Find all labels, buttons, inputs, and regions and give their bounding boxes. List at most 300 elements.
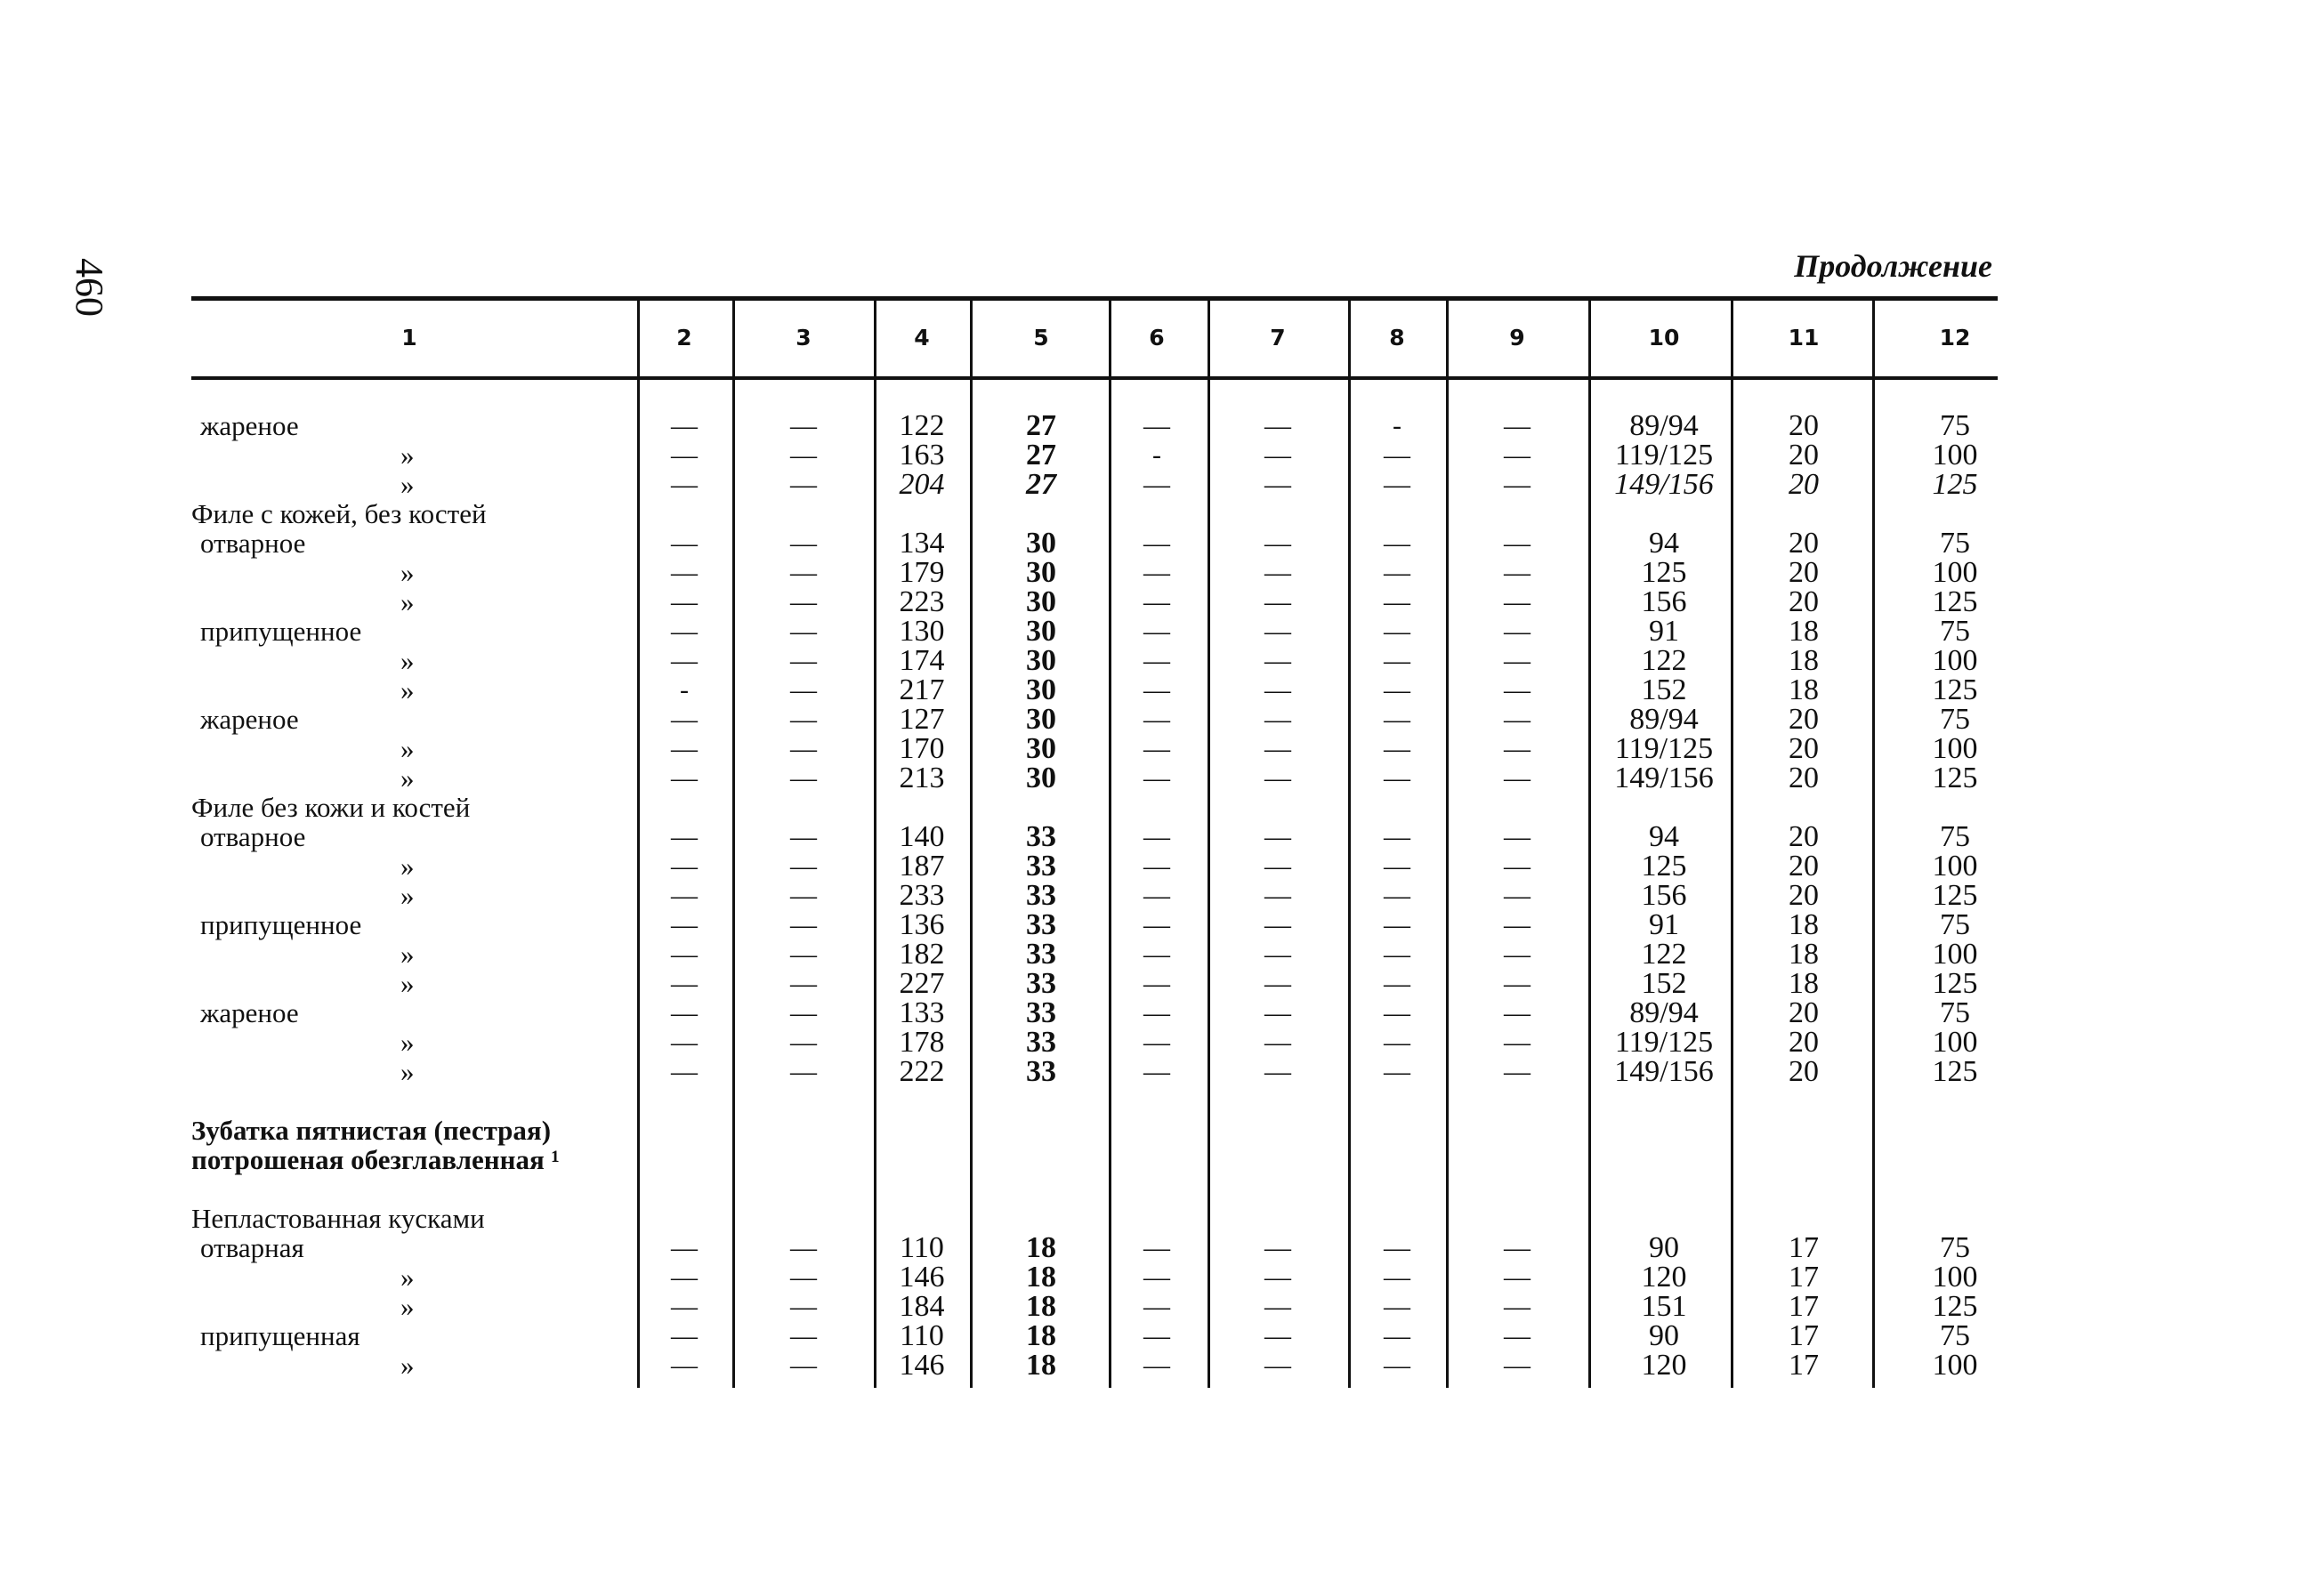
table-row bbox=[0, 822, 2310, 851]
table-cell-col-6: — bbox=[1143, 998, 1170, 1028]
row-label: Зубатка пятнистая (пестрая) bbox=[191, 1115, 552, 1146]
table-cell-col-8: — bbox=[1384, 617, 1410, 646]
table-cell-col-12: 100 bbox=[1932, 938, 1978, 971]
table-row bbox=[0, 1233, 2310, 1262]
table-cell-col-9: — bbox=[1504, 734, 1531, 763]
table-cell-col-4: 133 bbox=[899, 996, 945, 1029]
table-cell-col-3: — bbox=[790, 1350, 817, 1380]
table-row bbox=[0, 558, 2310, 587]
table-cell-col-3: — bbox=[790, 998, 817, 1028]
table-row bbox=[0, 1262, 2310, 1292]
table-cell-col-10: 89/94 bbox=[1629, 409, 1699, 442]
table-cell-col-9: — bbox=[1504, 969, 1531, 998]
table-cell-col-2: - bbox=[680, 675, 689, 705]
table-cell-col-2: — bbox=[671, 969, 698, 998]
table-cell-col-4: 184 bbox=[899, 1290, 945, 1323]
table-cell-col-6: — bbox=[1143, 411, 1170, 440]
table-cell-col-6: — bbox=[1143, 939, 1170, 969]
table-cell-col-12: 75 bbox=[1940, 820, 1970, 853]
table-cell-col-8: — bbox=[1384, 998, 1410, 1028]
column-header-1: 1 bbox=[401, 325, 417, 351]
table-row bbox=[0, 587, 2310, 617]
table-cell-col-6: — bbox=[1143, 881, 1170, 910]
table-cell-col-11: 18 bbox=[1789, 615, 1819, 648]
table-cell-col-9: — bbox=[1504, 763, 1531, 793]
table-cell-col-7: — bbox=[1264, 675, 1291, 705]
table-cell-col-5: 27 bbox=[1026, 468, 1056, 501]
row-label: жареное bbox=[200, 410, 299, 441]
table-cell-col-5: 30 bbox=[1026, 585, 1056, 618]
table-cell-col-6: — bbox=[1143, 1350, 1170, 1380]
table-cell-col-2: — bbox=[671, 1292, 698, 1321]
table-cell-col-8: — bbox=[1384, 440, 1410, 470]
row-label: Непластованная кусками bbox=[191, 1203, 485, 1234]
table-cell-col-6: — bbox=[1143, 910, 1170, 939]
table-cell-col-2: — bbox=[671, 1262, 698, 1292]
table-cell-col-5: 33 bbox=[1026, 879, 1056, 912]
table-row bbox=[0, 1145, 2310, 1174]
table-cell-col-9: — bbox=[1504, 1057, 1531, 1086]
table-cell-col-4: 136 bbox=[899, 908, 945, 941]
table-cell-col-5: 30 bbox=[1026, 703, 1056, 736]
ditto-mark: » bbox=[400, 674, 415, 705]
table-cell-col-9: — bbox=[1504, 1028, 1531, 1057]
table-cell-col-10: 120 bbox=[1641, 1349, 1687, 1382]
ditto-mark: » bbox=[400, 469, 415, 500]
table-cell-col-9: — bbox=[1504, 587, 1531, 617]
table-cell-col-9: — bbox=[1504, 646, 1531, 675]
table-cell-col-10: 156 bbox=[1641, 585, 1687, 618]
table-cell-col-2: — bbox=[671, 822, 698, 851]
table-cell-col-6: — bbox=[1143, 558, 1170, 587]
table-cell-col-11: 17 bbox=[1789, 1349, 1819, 1382]
table-cell-col-6: — bbox=[1143, 851, 1170, 881]
table-cell-col-2: — bbox=[671, 998, 698, 1028]
table-cell-col-5: 30 bbox=[1026, 644, 1056, 677]
table-cell-col-3: — bbox=[790, 675, 817, 705]
table-cell-col-6: — bbox=[1143, 1233, 1170, 1262]
table-cell-col-9: — bbox=[1504, 528, 1531, 558]
table-cell-col-9: — bbox=[1504, 440, 1531, 470]
table-cell-col-4: 182 bbox=[899, 938, 945, 971]
table-cell-col-12: 75 bbox=[1940, 703, 1970, 736]
table-cell-col-8: — bbox=[1384, 1262, 1410, 1292]
table-row bbox=[0, 528, 2310, 558]
table-cell-col-5: 30 bbox=[1026, 762, 1056, 794]
table-cell-col-7: — bbox=[1264, 646, 1291, 675]
table-cell-col-10: 90 bbox=[1649, 1231, 1679, 1264]
column-header-11: 11 bbox=[1788, 325, 1820, 351]
table-cell-col-3: — bbox=[790, 969, 817, 998]
column-header-4: 4 bbox=[914, 325, 930, 351]
table-cell-col-8: — bbox=[1384, 675, 1410, 705]
table-cell-col-5: 18 bbox=[1026, 1349, 1056, 1382]
column-header-10: 10 bbox=[1648, 325, 1680, 351]
column-header-5: 5 bbox=[1033, 325, 1049, 351]
table-cell-col-12: 125 bbox=[1932, 585, 1978, 618]
table-row bbox=[0, 1116, 2310, 1145]
table-cell-col-10: 152 bbox=[1641, 967, 1687, 1000]
ditto-mark: » bbox=[400, 733, 415, 764]
table-cell-col-7: — bbox=[1264, 411, 1291, 440]
table-row bbox=[0, 763, 2310, 793]
table-cell-col-4: 223 bbox=[899, 585, 945, 618]
table-cell-col-2: — bbox=[671, 705, 698, 734]
table-cell-col-6: — bbox=[1143, 675, 1170, 705]
table-cell-col-12: 75 bbox=[1940, 908, 1970, 941]
table-cell-col-7: — bbox=[1264, 617, 1291, 646]
table-cell-col-7: — bbox=[1264, 558, 1291, 587]
table-cell-col-12: 75 bbox=[1940, 1231, 1970, 1264]
table-cell-col-7: — bbox=[1264, 528, 1291, 558]
table-cell-col-5: 27 bbox=[1026, 439, 1056, 472]
table-cell-col-8: — bbox=[1384, 939, 1410, 969]
table-cell-col-11: 17 bbox=[1789, 1319, 1819, 1352]
ditto-mark: » bbox=[400, 557, 415, 588]
table-cell-col-10: 119/125 bbox=[1614, 439, 1714, 472]
table-cell-col-6: — bbox=[1143, 705, 1170, 734]
table-cell-col-8: — bbox=[1384, 587, 1410, 617]
ditto-mark: » bbox=[400, 439, 415, 471]
table-cell-col-10: 125 bbox=[1641, 556, 1687, 589]
table-cell-col-12: 100 bbox=[1932, 732, 1978, 765]
table-cell-col-6: — bbox=[1143, 528, 1170, 558]
table-cell-col-9: — bbox=[1504, 822, 1531, 851]
table-cell-col-7: — bbox=[1264, 440, 1291, 470]
table-cell-col-9: — bbox=[1504, 1321, 1531, 1350]
table-cell-col-2: — bbox=[671, 939, 698, 969]
table-cell-col-9: — bbox=[1504, 851, 1531, 881]
table-cell-col-9: — bbox=[1504, 1233, 1531, 1262]
table-cell-col-3: — bbox=[790, 1028, 817, 1057]
table-cell-col-3: — bbox=[790, 617, 817, 646]
table-cell-col-12: 100 bbox=[1932, 439, 1978, 472]
table-cell-col-7: — bbox=[1264, 881, 1291, 910]
table-cell-col-10: 122 bbox=[1641, 644, 1687, 677]
table-row bbox=[0, 1086, 2310, 1116]
table-cell-col-9: — bbox=[1504, 558, 1531, 587]
table-cell-col-9: — bbox=[1504, 617, 1531, 646]
table-cell-col-4: 222 bbox=[899, 1055, 945, 1088]
table-cell-col-8: - bbox=[1393, 411, 1401, 440]
table-cell-col-10: 122 bbox=[1641, 938, 1687, 971]
table-cell-col-10: 151 bbox=[1641, 1290, 1687, 1323]
table-row bbox=[0, 1292, 2310, 1321]
row-label: отварная bbox=[200, 1232, 304, 1263]
table-cell-col-4: 187 bbox=[899, 850, 945, 883]
table-cell-col-6: — bbox=[1143, 587, 1170, 617]
table-cell-col-9: — bbox=[1504, 939, 1531, 969]
table-cell-col-12: 75 bbox=[1940, 527, 1970, 560]
table-row bbox=[0, 1321, 2310, 1350]
table-cell-col-10: 91 bbox=[1649, 615, 1679, 648]
table-cell-col-9: — bbox=[1504, 675, 1531, 705]
table-row bbox=[0, 881, 2310, 910]
table-cell-col-7: — bbox=[1264, 587, 1291, 617]
table-cell-col-5: 33 bbox=[1026, 850, 1056, 883]
table-cell-col-12: 125 bbox=[1932, 1290, 1978, 1323]
table-cell-col-4: 140 bbox=[899, 820, 945, 853]
table-cell-col-10: 91 bbox=[1649, 908, 1679, 941]
table-cell-col-12: 125 bbox=[1932, 762, 1978, 794]
table-row bbox=[0, 617, 2310, 646]
table-cell-col-2: — bbox=[671, 1233, 698, 1262]
table-row bbox=[0, 851, 2310, 881]
table-cell-col-6: — bbox=[1143, 1321, 1170, 1350]
table-row bbox=[0, 734, 2310, 763]
table-cell-col-9: — bbox=[1504, 910, 1531, 939]
table-cell-col-5: 18 bbox=[1026, 1319, 1056, 1352]
ditto-mark: » bbox=[400, 586, 415, 617]
row-label: припущенное bbox=[200, 616, 362, 647]
row-label: жареное bbox=[200, 704, 299, 735]
table-cell-col-8: — bbox=[1384, 558, 1410, 587]
table-cell-col-9: — bbox=[1504, 411, 1531, 440]
table-cell-col-4: 179 bbox=[899, 556, 945, 589]
ditto-mark: » bbox=[400, 645, 415, 676]
table-cell-col-5: 33 bbox=[1026, 820, 1056, 853]
row-label: потрошеная обезглавленная ¹ bbox=[191, 1144, 560, 1175]
table-row bbox=[0, 793, 2310, 822]
ditto-mark: » bbox=[400, 939, 415, 970]
table-cell-col-11: 17 bbox=[1789, 1261, 1819, 1294]
table-cell-col-8: — bbox=[1384, 910, 1410, 939]
table-cell-col-5: 30 bbox=[1026, 732, 1056, 765]
table-cell-col-5: 33 bbox=[1026, 996, 1056, 1029]
table-row bbox=[0, 1204, 2310, 1233]
table-cell-col-7: — bbox=[1264, 969, 1291, 998]
table-cell-col-5: 33 bbox=[1026, 1055, 1056, 1088]
table-cell-col-8: — bbox=[1384, 1321, 1410, 1350]
table-cell-col-12: 100 bbox=[1932, 556, 1978, 589]
table-cell-col-12: 125 bbox=[1932, 1055, 1978, 1088]
table-cell-col-12: 125 bbox=[1932, 967, 1978, 1000]
table-cell-col-12: 75 bbox=[1940, 615, 1970, 648]
row-label: Филе без кожи и костей bbox=[191, 792, 471, 823]
table-cell-col-11: 20 bbox=[1789, 527, 1819, 560]
table-cell-col-12: 125 bbox=[1932, 468, 1978, 501]
table-cell-col-11: 20 bbox=[1789, 996, 1819, 1029]
table-cell-col-3: — bbox=[790, 910, 817, 939]
table-cell-col-9: — bbox=[1504, 1262, 1531, 1292]
table-cell-col-8: — bbox=[1384, 470, 1410, 499]
table-cell-col-5: 33 bbox=[1026, 967, 1056, 1000]
table-cell-col-10: 119/125 bbox=[1614, 1026, 1714, 1059]
table-cell-col-7: — bbox=[1264, 939, 1291, 969]
table-row bbox=[0, 910, 2310, 939]
table-cell-col-10: 152 bbox=[1641, 673, 1687, 706]
table-cell-col-8: — bbox=[1384, 851, 1410, 881]
table-cell-col-11: 20 bbox=[1789, 1055, 1819, 1088]
table-cell-col-6: — bbox=[1143, 763, 1170, 793]
row-label: припущенное bbox=[200, 909, 362, 940]
table-row bbox=[0, 470, 2310, 499]
table-cell-col-8: — bbox=[1384, 881, 1410, 910]
table-cell-col-8: — bbox=[1384, 1028, 1410, 1057]
table-row bbox=[0, 1174, 2310, 1204]
table-cell-col-12: 100 bbox=[1932, 850, 1978, 883]
table-cell-col-11: 18 bbox=[1789, 644, 1819, 677]
column-header-12: 12 bbox=[1939, 325, 1971, 351]
ditto-mark: » bbox=[400, 880, 415, 911]
page-number: 460 bbox=[68, 258, 111, 317]
table-cell-col-3: — bbox=[790, 440, 817, 470]
table-cell-col-8: — bbox=[1384, 1350, 1410, 1380]
table-row bbox=[0, 499, 2310, 528]
table-cell-col-4: 110 bbox=[900, 1231, 944, 1264]
table-cell-col-4: 163 bbox=[899, 439, 945, 472]
table-cell-col-7: — bbox=[1264, 1292, 1291, 1321]
column-header-7: 7 bbox=[1270, 325, 1286, 351]
table-cell-col-7: — bbox=[1264, 470, 1291, 499]
table-cell-col-3: — bbox=[790, 587, 817, 617]
table-cell-col-2: — bbox=[671, 1321, 698, 1350]
table-cell-col-5: 30 bbox=[1026, 673, 1056, 706]
table-cell-col-6: — bbox=[1143, 1262, 1170, 1292]
table-cell-col-10: 119/125 bbox=[1614, 732, 1714, 765]
table-cell-col-11: 20 bbox=[1789, 703, 1819, 736]
table-cell-col-10: 156 bbox=[1641, 879, 1687, 912]
table-cell-col-2: — bbox=[671, 440, 698, 470]
table-cell-col-4: 127 bbox=[899, 703, 945, 736]
table-cell-col-3: — bbox=[790, 939, 817, 969]
table-cell-col-2: — bbox=[671, 1028, 698, 1057]
table-cell-col-3: — bbox=[790, 1292, 817, 1321]
table-cell-col-5: 30 bbox=[1026, 556, 1056, 589]
table-cell-col-11: 17 bbox=[1789, 1231, 1819, 1264]
table-cell-col-3: — bbox=[790, 470, 817, 499]
table-cell-col-11: 18 bbox=[1789, 938, 1819, 971]
table-cell-col-2: — bbox=[671, 881, 698, 910]
table-cell-col-6: — bbox=[1143, 1028, 1170, 1057]
table-cell-col-5: 33 bbox=[1026, 938, 1056, 971]
table-cell-col-10: 90 bbox=[1649, 1319, 1679, 1352]
table-cell-col-9: — bbox=[1504, 1292, 1531, 1321]
table-cell-col-6: — bbox=[1143, 1292, 1170, 1321]
table-cell-col-3: — bbox=[790, 763, 817, 793]
ditto-mark: » bbox=[400, 762, 415, 794]
table-cell-col-8: — bbox=[1384, 822, 1410, 851]
table-cell-col-3: — bbox=[790, 646, 817, 675]
table-cell-col-7: — bbox=[1264, 1233, 1291, 1262]
table-cell-col-11: 20 bbox=[1789, 732, 1819, 765]
row-label: отварное bbox=[200, 821, 306, 852]
table-cell-col-3: — bbox=[790, 1233, 817, 1262]
table-cell-col-11: 20 bbox=[1789, 850, 1819, 883]
table-cell-col-4: 134 bbox=[899, 527, 945, 560]
table-cell-col-11: 20 bbox=[1789, 820, 1819, 853]
table-cell-col-6: — bbox=[1143, 1057, 1170, 1086]
table-cell-col-2: — bbox=[671, 1057, 698, 1086]
table-cell-col-2: — bbox=[671, 734, 698, 763]
table-cell-col-5: 30 bbox=[1026, 615, 1056, 648]
table-cell-col-8: — bbox=[1384, 646, 1410, 675]
table-cell-col-3: — bbox=[790, 705, 817, 734]
table-cell-col-6: — bbox=[1143, 617, 1170, 646]
table-cell-col-4: 213 bbox=[899, 762, 945, 794]
table-cell-col-10: 149/156 bbox=[1614, 762, 1714, 794]
table-cell-col-5: 33 bbox=[1026, 1026, 1056, 1059]
table-cell-col-2: — bbox=[671, 1350, 698, 1380]
table-cell-col-5: 30 bbox=[1026, 527, 1056, 560]
ditto-mark: » bbox=[400, 850, 415, 882]
table-row bbox=[0, 1350, 2310, 1380]
table-cell-col-5: 18 bbox=[1026, 1261, 1056, 1294]
ditto-mark: » bbox=[400, 1261, 415, 1293]
table-cell-col-8: — bbox=[1384, 763, 1410, 793]
table-row bbox=[0, 411, 2310, 440]
table-cell-col-4: 217 bbox=[899, 673, 945, 706]
table-row bbox=[0, 1028, 2310, 1057]
table-cell-col-7: — bbox=[1264, 763, 1291, 793]
column-header-9: 9 bbox=[1509, 325, 1525, 351]
table-cell-col-2: — bbox=[671, 851, 698, 881]
table-row bbox=[0, 1057, 2310, 1086]
table-row bbox=[0, 705, 2310, 734]
table-cell-col-5: 18 bbox=[1026, 1231, 1056, 1264]
table-cell-col-10: 149/156 bbox=[1614, 468, 1714, 501]
table-cell-col-11: 20 bbox=[1789, 879, 1819, 912]
table-cell-col-2: — bbox=[671, 558, 698, 587]
table-cell-col-12: 75 bbox=[1940, 409, 1970, 442]
table-cell-col-8: — bbox=[1384, 528, 1410, 558]
table-cell-col-3: — bbox=[790, 1321, 817, 1350]
table-cell-col-3: — bbox=[790, 851, 817, 881]
table-cell-col-2: — bbox=[671, 528, 698, 558]
table-cell-col-2: — bbox=[671, 763, 698, 793]
table-cell-col-11: 17 bbox=[1789, 1290, 1819, 1323]
table-cell-col-12: 100 bbox=[1932, 1026, 1978, 1059]
table-cell-col-9: — bbox=[1504, 705, 1531, 734]
table-cell-col-3: — bbox=[790, 881, 817, 910]
table-cell-col-7: — bbox=[1264, 705, 1291, 734]
table-cell-col-10: 89/94 bbox=[1629, 996, 1699, 1029]
table-cell-col-3: — bbox=[790, 528, 817, 558]
table-cell-col-2: — bbox=[671, 646, 698, 675]
table-cell-col-4: 146 bbox=[899, 1349, 945, 1382]
ditto-mark: » bbox=[400, 1056, 415, 1087]
table-cell-col-2: — bbox=[671, 470, 698, 499]
table-cell-col-7: — bbox=[1264, 1350, 1291, 1380]
table-cell-col-4: 227 bbox=[899, 967, 945, 1000]
table-cell-col-3: — bbox=[790, 1057, 817, 1086]
table-cell-col-4: 174 bbox=[899, 644, 945, 677]
table-cell-col-7: — bbox=[1264, 998, 1291, 1028]
table-cell-col-6: — bbox=[1143, 822, 1170, 851]
table-cell-col-7: — bbox=[1264, 851, 1291, 881]
column-header-8: 8 bbox=[1389, 325, 1405, 351]
row-label: жареное bbox=[200, 997, 299, 1028]
table-row bbox=[0, 646, 2310, 675]
table-cell-col-4: 146 bbox=[899, 1261, 945, 1294]
table-cell-col-9: — bbox=[1504, 1350, 1531, 1380]
table-cell-col-11: 20 bbox=[1789, 556, 1819, 589]
table-cell-col-6: — bbox=[1143, 470, 1170, 499]
table-cell-col-8: — bbox=[1384, 969, 1410, 998]
table-cell-col-9: — bbox=[1504, 881, 1531, 910]
ditto-mark: » bbox=[400, 1350, 415, 1381]
table-cell-col-12: 125 bbox=[1932, 879, 1978, 912]
table-cell-col-10: 149/156 bbox=[1614, 1055, 1714, 1088]
table-cell-col-11: 18 bbox=[1789, 908, 1819, 941]
table-cell-col-7: — bbox=[1264, 1028, 1291, 1057]
table-cell-col-5: 27 bbox=[1026, 409, 1056, 442]
table-cell-col-3: — bbox=[790, 734, 817, 763]
table-cell-col-7: — bbox=[1264, 1057, 1291, 1086]
table-cell-col-12: 100 bbox=[1932, 644, 1978, 677]
table-cell-col-7: — bbox=[1264, 910, 1291, 939]
table-cell-col-5: 18 bbox=[1026, 1290, 1056, 1323]
